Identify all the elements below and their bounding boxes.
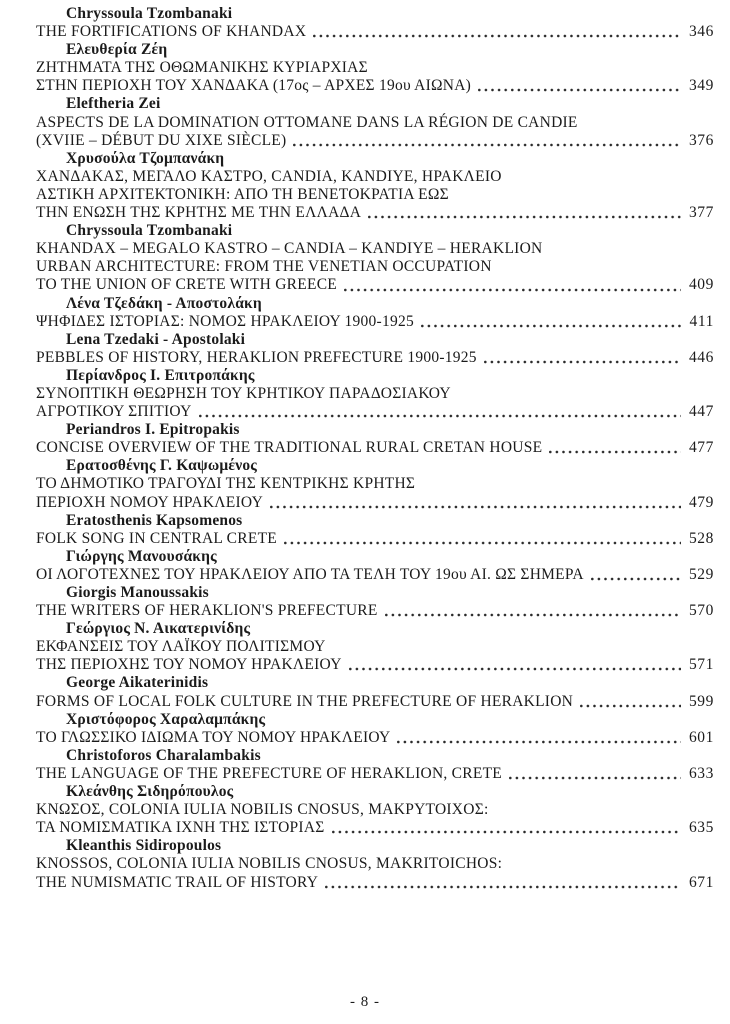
title-text: ΟΙ ΛΟΓΟΤΕΧΝΕΣ ΤΟΥ ΗΡΑΚΛΕΙΟΥ ΑΠΟ ΤΑ ΤΕΛΗ ΤΟΥ 19ου ΑΙ. ΩΣ ΣΗΜΕΡΑ (36, 565, 584, 583)
title-text: URBAN ARCHITECTURE: FROM THE VENETIAN OCCUPATION (36, 258, 492, 276)
title-line (36, 475, 714, 493)
dot-leader (293, 143, 681, 147)
title-line (36, 729, 714, 747)
title-line (36, 693, 714, 711)
dot-leader (270, 505, 681, 509)
toc-entry (36, 150, 714, 222)
title-line (36, 77, 714, 95)
dot-leader (332, 830, 681, 834)
title-text: ΤΗΝ ΕΝΩΣΗ ΤΗΣ ΚΡΗΤΗΣ ΜΕ ΤΗΝ ΕΛΛΑΔΑ (36, 204, 362, 222)
title-text: FORMS OF LOCAL FOLK CULTURE IN THE PREFECTURE OF HERAKLION (36, 692, 574, 710)
dot-leader (199, 414, 681, 418)
title-text: ΤΑ ΝΟΜΙΣΜΑΤΙΚΑ ΙΧΝΗ ΤΗΣ ΙΣΤΟΡΙΑΣ (36, 819, 325, 837)
page-number: 633 (688, 764, 714, 782)
title-line (36, 855, 714, 873)
dot-leader (325, 885, 681, 889)
author-name: Λένα Τζεδάκη - Αποστολάκη (66, 294, 262, 312)
title-line (36, 403, 714, 421)
author-name: Χρυσούλα Τζομπανάκη (66, 149, 225, 167)
title-text: ΖΗΤΗΜΑΤΑ ΤΗΣ ΟΘΩΜΑΝΙΚΗΣ ΚΥΡΙΑΡΧΙΑΣ (36, 59, 368, 77)
author-name: Περίανδρος Ι. Επιτροπάκης (66, 366, 255, 384)
title-text: KHANDAX – MEGALO KASTRO – CANDIA – KANDIYE – HERAKLION (36, 240, 543, 258)
toc-entry (36, 837, 714, 891)
author-name: Christoforos Charalambakis (66, 746, 261, 764)
author-name: Γεώργιος Ν. Αικατερινίδης (66, 620, 251, 638)
author-name: Kleanthis Sidiropoulos (66, 837, 222, 855)
toc-entry (36, 222, 714, 294)
page-number: 376 (688, 131, 714, 149)
dot-leader (509, 776, 681, 780)
toc-entry (36, 512, 714, 548)
page-number: 570 (688, 602, 714, 620)
toc-entry (36, 747, 714, 783)
author-name: Γιώργης Μανουσάκης (66, 547, 217, 565)
toc-entry (36, 367, 714, 421)
title-text: (XVIIE – DÉBUT DU XIXE SIÈCLE) (36, 131, 287, 149)
page-number: 529 (688, 565, 714, 583)
page-number: 377 (688, 204, 714, 222)
dot-leader (313, 34, 681, 38)
title-line (36, 656, 714, 674)
title-text: THE WRITERS OF HERAKLION'S PREFECTURE (36, 602, 378, 620)
title-text: ΚΝΩΣΟΣ, COLONIA IULIA NOBILIS CNOSUS, ΜΑΚΡΥΤΟΙΧΟΣ: (36, 801, 489, 819)
title-text: KNOSSOS, COLONIA IULIA NOBILIS CNOSUS, MAKRITOICHOS: (36, 855, 503, 873)
author-name: Eratosthenis Kapsomenos (66, 511, 243, 529)
author-name: Ελευθερία Ζέη (66, 41, 168, 59)
title-text: ΑΓΡΟΤΙΚΟΥ ΣΠΙΤΙΟΥ (36, 403, 192, 421)
title-line (36, 385, 714, 403)
author-name: Chryssoula Tzombanaki (66, 5, 233, 22)
toc-entry (36, 457, 714, 511)
author-name: Eleftheria Zei (66, 95, 161, 113)
title-line (36, 313, 714, 331)
toc-entry (36, 584, 714, 620)
title-line (36, 114, 714, 132)
title-line (36, 530, 714, 548)
page-number: 447 (688, 403, 714, 421)
title-line (36, 258, 714, 276)
page-number: 671 (688, 873, 714, 891)
title-text: TO THE UNION OF CRETE WITH GREECE (36, 276, 338, 294)
author-name: Lena Tzedaki - Apostolaki (66, 330, 246, 348)
table-of-contents (36, 5, 714, 892)
title-line (36, 132, 714, 150)
toc-entry (36, 421, 714, 457)
page-number: 349 (688, 77, 714, 95)
author-name: George Aikaterinidis (66, 674, 209, 692)
title-text: PEBBLES OF HISTORY, HERAKLION PREFECTURE 1900-1925 (36, 348, 477, 366)
title-text: THE NUMISMATIC TRAIL OF HISTORY (36, 873, 319, 891)
title-line (36, 819, 714, 837)
title-line (36, 240, 714, 258)
page-number: 346 (688, 23, 714, 41)
dot-leader (397, 740, 681, 744)
page-number: 446 (688, 348, 714, 366)
author-name: Χριστόφορος Χαραλαμπάκης (66, 710, 266, 728)
title-text: ΣΤΗΝ ΠΕΡΙΟΧΗ ΤΟΥ ΧΑΝΔΑΚΑ (17ος – ΑΡΧΕΣ 19ου ΑΙΩΝΑ) (36, 77, 472, 95)
title-text: ASPECTS DE LA DOMINATION OTTOMANE DANS LA RÉGION DE CANDIE (36, 113, 578, 131)
author-name: Giorgis Manoussakis (66, 584, 209, 601)
author-name: Κλεάνθης Σιδηρόπουλος (66, 783, 234, 801)
title-text: ΕΚΦΑΝΣΕΙΣ ΤΟΥ ΛΑΪΚΟΥ ΠΟΛΙΤΙΣΜΟΥ (36, 638, 326, 656)
page-number: 479 (688, 493, 714, 511)
title-text: ΨΗΦΙΔΕΣ ΙΣΤΟΡΙΑΣ: ΝΟΜΟΣ ΗΡΑΚΛΕΙΟΥ 1900-1925 (36, 312, 414, 330)
title-line (36, 59, 714, 77)
title-text: THE LANGUAGE OF THE PREFECTURE OF HERAKLION, CRETE (36, 764, 503, 782)
page-number: 477 (688, 439, 714, 457)
toc-entry (36, 548, 714, 584)
page-number: 409 (688, 276, 714, 294)
toc-entry (36, 711, 714, 747)
title-line (36, 23, 714, 41)
title-line (36, 566, 714, 584)
page-number: 571 (688, 656, 714, 674)
toc-entry (36, 674, 714, 710)
title-text: CONCISE OVERVIEW OF THE TRADITIONAL RURAL CRETAN HOUSE (36, 439, 543, 457)
author-name: Ερατοσθένης Γ. Καψωμένος (66, 457, 258, 475)
page-number: 599 (688, 692, 714, 710)
toc-entry (36, 5, 714, 41)
dot-leader (385, 613, 681, 617)
dot-leader (549, 450, 681, 454)
dot-leader (580, 704, 681, 708)
dot-leader (284, 541, 681, 545)
title-text: ΤΟ ΔΗΜΟΤΙΚΟ ΤΡΑΓΟΥΔΙ ΤΗΣ ΚΕΝΤΡΙΚΗΣ ΚΡΗΤΗΣ (36, 475, 416, 493)
dot-leader (349, 667, 681, 671)
title-line (36, 801, 714, 819)
title-line (36, 765, 714, 783)
title-text: ΤΗΣ ΠΕΡΙΟΧΗΣ ΤΟΥ ΝΟΜΟΥ ΗΡΑΚΛΕΙΟΥ (36, 656, 342, 674)
page-number: 601 (688, 728, 714, 746)
title-line (36, 602, 714, 620)
dot-leader (421, 324, 681, 328)
dot-leader (484, 360, 681, 364)
toc-entry (36, 95, 714, 149)
title-line (36, 874, 714, 892)
author-name: Periandros I. Epitropakis (66, 421, 240, 439)
toc-entry (36, 41, 714, 95)
title-text: THE FORTIFICATIONS OF KHANDAX (36, 23, 307, 41)
dot-leader (478, 88, 681, 92)
page-footer-number: - 8 - (350, 994, 380, 1010)
title-text: ΤΟ ΓΛΩΣΣΙΚΟ ΙΔΙΩΜΑ ΤΟΥ ΝΟΜΟΥ ΗΡΑΚΛΕΙΟΥ (36, 728, 391, 746)
author-name: Chryssoula Tzombanaki (66, 222, 233, 240)
title-line (36, 638, 714, 656)
title-line (36, 494, 714, 512)
toc-entry (36, 783, 714, 837)
title-line (36, 349, 714, 367)
page-number: 411 (689, 312, 714, 330)
title-line (36, 439, 714, 457)
dot-leader (344, 288, 681, 292)
title-line (36, 276, 714, 294)
dot-leader (368, 215, 681, 219)
toc-entry (36, 295, 714, 331)
title-line (36, 186, 714, 204)
page-number: 528 (688, 529, 714, 547)
title-text: ΣΥΝΟΠΤΙΚΗ ΘΕΩΡΗΣΗ ΤΟΥ ΚΡΗΤΙΚΟΥ ΠΑΡΑΔΟΣΙΑΚΟΥ (36, 384, 451, 402)
title-line (36, 204, 714, 222)
toc-entry (36, 620, 714, 674)
title-text: ΑΣΤΙΚΗ ΑΡΧΙΤΕΚΤΟΝΙΚΗ: ΑΠΟ ΤΗ ΒΕΝΕΤΟΚΡΑΤΙΑ ΕΩΣ (36, 185, 449, 203)
title-text: ΠΕΡΙΟΧΗ ΝΟΜΟΥ ΗΡΑΚΛΕΙΟΥ (36, 493, 264, 511)
title-text: ΧΑΝΔΑΚΑΣ, ΜΕΓΑΛΟ ΚΑΣΤΡΟ, CANDIA, KANDIYE, ΗΡΑΚΛΕΙΟ (36, 167, 502, 185)
dot-leader (591, 577, 681, 581)
page-number: 635 (688, 819, 714, 837)
title-text: FOLK SONG IN CENTRAL CRETE (36, 529, 278, 547)
title-line (36, 168, 714, 186)
toc-entry (36, 331, 714, 367)
